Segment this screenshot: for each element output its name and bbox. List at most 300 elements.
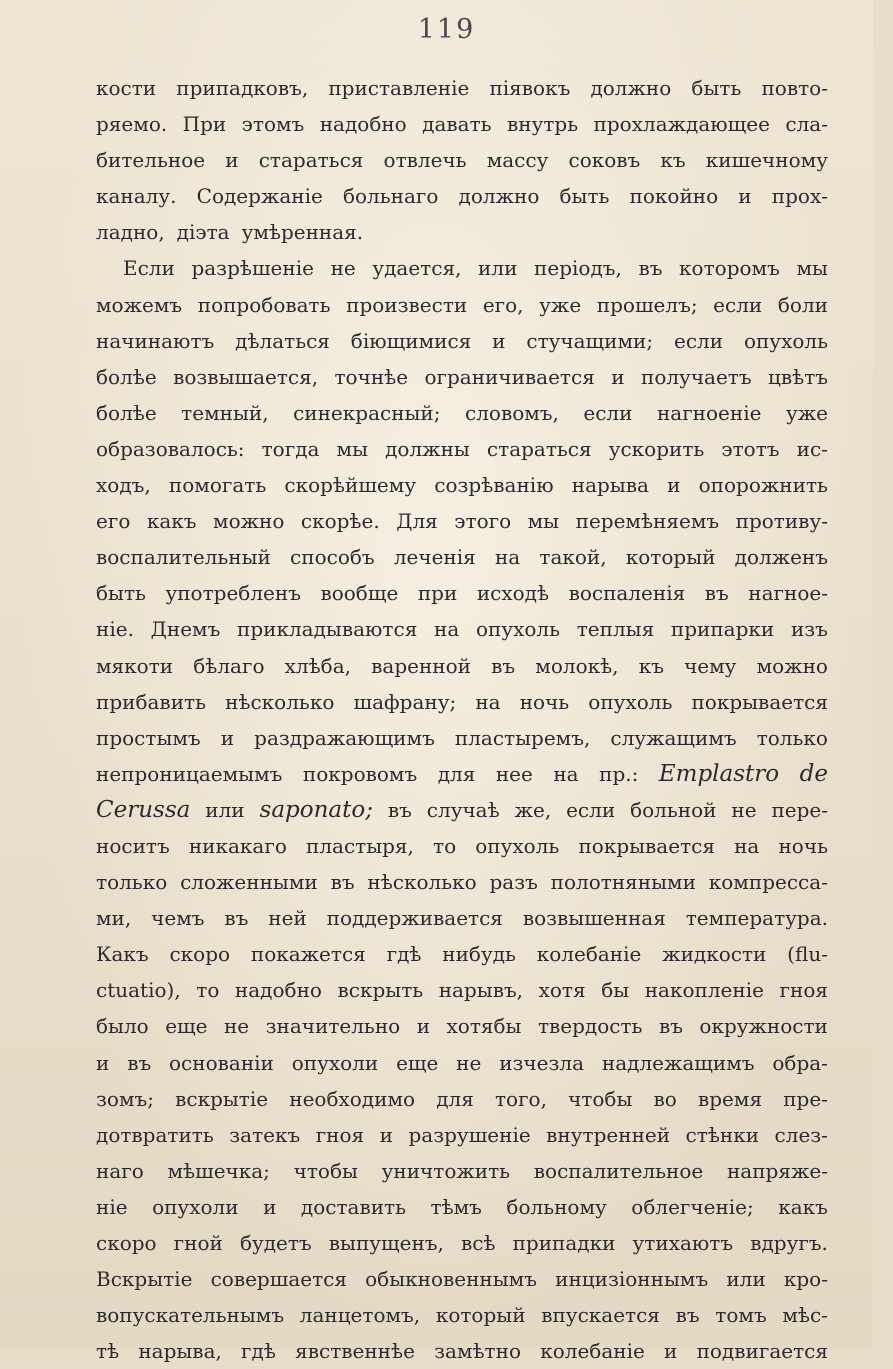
word: полотняными bbox=[550, 870, 696, 895]
word: стучащими; bbox=[526, 328, 654, 353]
word: же, bbox=[514, 797, 552, 822]
word: стѣнки bbox=[685, 1122, 760, 1147]
word: опорожнить bbox=[698, 473, 828, 498]
word: жидкости bbox=[662, 942, 767, 967]
word: мы bbox=[796, 256, 828, 281]
word: ctuatio), bbox=[96, 978, 181, 1003]
word: прошелъ; bbox=[596, 292, 698, 317]
word: больнаго bbox=[342, 184, 439, 209]
word: бѣлаго bbox=[193, 653, 265, 678]
word: произвести bbox=[346, 292, 468, 317]
word: никакаго bbox=[188, 833, 287, 858]
word: слез- bbox=[774, 1122, 828, 1147]
word: носитъ bbox=[96, 833, 170, 858]
word: служащимъ bbox=[610, 725, 737, 750]
word: облегченіе; bbox=[631, 1194, 754, 1219]
word: раздражающимъ bbox=[254, 725, 435, 750]
word: гдѣ bbox=[386, 942, 422, 967]
word: діэта bbox=[176, 220, 230, 245]
word: впускается bbox=[541, 1303, 660, 1328]
text-line bbox=[96, 684, 828, 720]
word: хлѣба, bbox=[284, 653, 352, 678]
word: Для bbox=[396, 509, 438, 534]
word: къ bbox=[660, 148, 686, 173]
word: окружности bbox=[699, 1014, 828, 1039]
word: кости bbox=[96, 76, 157, 100]
word: нѣсколько bbox=[367, 870, 477, 895]
word: и bbox=[225, 148, 239, 173]
text-line bbox=[96, 1153, 828, 1189]
text-line bbox=[96, 359, 828, 395]
word: ограничивается bbox=[424, 364, 595, 389]
word: и bbox=[96, 1050, 110, 1075]
word: въ bbox=[658, 1014, 683, 1039]
word: обыкновеннымъ bbox=[365, 1267, 537, 1292]
word: гдѣ bbox=[241, 1339, 276, 1364]
word: сла- bbox=[785, 112, 828, 137]
word: внутренней bbox=[546, 1122, 671, 1147]
word: отвлечь bbox=[383, 148, 467, 173]
word: которомъ bbox=[679, 256, 780, 281]
text-line bbox=[96, 828, 828, 864]
word: мѣс- bbox=[782, 1303, 828, 1328]
text-line bbox=[96, 503, 828, 539]
word: припадковъ, bbox=[176, 76, 309, 100]
word: прохлаждающее bbox=[593, 112, 770, 137]
word: или bbox=[205, 797, 245, 822]
word: можемъ bbox=[96, 292, 183, 317]
word: твердость bbox=[537, 1014, 643, 1039]
word: инцизіоннымъ bbox=[555, 1267, 709, 1292]
word: каналу. bbox=[96, 184, 177, 209]
word: во bbox=[653, 1086, 677, 1111]
text-line bbox=[96, 792, 828, 828]
word: пр.: bbox=[599, 761, 639, 786]
text-line bbox=[96, 178, 828, 214]
word: сложенными bbox=[180, 870, 318, 895]
word: скоро bbox=[96, 1231, 157, 1255]
word: опухоль bbox=[475, 617, 561, 642]
text-line bbox=[96, 720, 828, 756]
word: вопускательнымъ bbox=[96, 1303, 285, 1328]
text-line bbox=[96, 214, 828, 250]
word: ніе bbox=[96, 1194, 128, 1219]
word: пластыря, bbox=[305, 833, 414, 858]
word: ми, bbox=[96, 906, 132, 931]
word: простымъ bbox=[96, 725, 201, 750]
word: ходъ, bbox=[96, 473, 151, 498]
word: воспаленія bbox=[568, 581, 686, 606]
word: бительное bbox=[96, 148, 206, 173]
word: чему bbox=[684, 653, 737, 678]
text-line bbox=[96, 1297, 828, 1333]
word: нибудь bbox=[442, 942, 516, 967]
word: соковъ bbox=[568, 148, 641, 173]
word: тогда bbox=[261, 436, 320, 461]
word: или bbox=[478, 256, 518, 281]
word: случаѣ bbox=[426, 797, 500, 822]
word: нее bbox=[495, 761, 533, 786]
word: словомъ, bbox=[465, 400, 559, 425]
word: и bbox=[379, 1122, 393, 1147]
word: быть bbox=[559, 184, 610, 209]
word: saponato; bbox=[259, 796, 373, 823]
word: нѣсколько bbox=[225, 689, 335, 714]
text-line bbox=[96, 756, 828, 792]
text-line bbox=[96, 1225, 828, 1261]
text-line bbox=[96, 395, 828, 431]
text-line bbox=[96, 1189, 828, 1225]
word: опухоль bbox=[475, 833, 560, 858]
word: на bbox=[475, 689, 501, 714]
word: затекъ bbox=[229, 1122, 301, 1147]
word: нагноеніе bbox=[656, 400, 762, 425]
word: разъ bbox=[489, 870, 538, 895]
word: долженъ bbox=[734, 545, 828, 570]
text-line bbox=[96, 648, 828, 684]
word: ис- bbox=[796, 436, 828, 461]
word: доставить bbox=[300, 1194, 406, 1219]
text-line bbox=[96, 1045, 828, 1081]
word: опухоль bbox=[743, 328, 828, 353]
word: надобно bbox=[319, 112, 407, 137]
word: и bbox=[416, 1014, 431, 1039]
word: температура. bbox=[685, 906, 828, 931]
word: для bbox=[436, 1086, 474, 1111]
word: употребленъ bbox=[165, 581, 301, 606]
word: такой, bbox=[539, 545, 607, 570]
word: и bbox=[667, 473, 681, 498]
word: должно bbox=[458, 184, 540, 209]
word: наго bbox=[96, 1158, 144, 1183]
word: утихаютъ bbox=[632, 1231, 734, 1255]
word: изъ bbox=[790, 617, 828, 642]
word: скорѣе. bbox=[300, 509, 380, 534]
word: Какъ bbox=[96, 942, 149, 967]
word: бы bbox=[601, 978, 630, 1003]
word: въ bbox=[330, 870, 355, 895]
word: его, bbox=[482, 292, 524, 317]
word: піявокъ bbox=[489, 76, 571, 100]
word: этомъ bbox=[241, 112, 305, 137]
word: повто- bbox=[761, 76, 828, 100]
word: чтобы bbox=[568, 1086, 633, 1111]
word: быть bbox=[96, 581, 146, 606]
word: біющимися bbox=[350, 328, 472, 353]
word: и bbox=[611, 364, 625, 389]
word: способъ bbox=[290, 545, 375, 570]
word: скоро bbox=[169, 942, 231, 967]
word: тѣмъ bbox=[430, 1194, 482, 1219]
word: получаетъ bbox=[640, 364, 752, 389]
word: помогать bbox=[168, 473, 267, 498]
text-line bbox=[96, 142, 828, 178]
word: уже bbox=[785, 400, 828, 425]
word: если bbox=[566, 797, 616, 822]
text-line bbox=[96, 1081, 828, 1117]
word: выпущенъ, bbox=[328, 1231, 444, 1255]
word: ночь bbox=[519, 689, 570, 714]
word: опухоли bbox=[291, 1050, 379, 1075]
word: разрушеніе bbox=[408, 1122, 531, 1147]
word: только bbox=[756, 725, 828, 750]
word: варенной bbox=[371, 653, 472, 678]
word: Днемъ bbox=[150, 617, 221, 642]
word: значительно bbox=[265, 1014, 401, 1039]
word: начинаютъ bbox=[96, 328, 215, 353]
word: который bbox=[435, 1303, 526, 1328]
word: нагное- bbox=[748, 581, 828, 606]
text-line bbox=[96, 611, 828, 647]
text-line bbox=[96, 106, 828, 142]
word: тѣ bbox=[96, 1339, 120, 1364]
text-line bbox=[96, 575, 828, 611]
word: точнѣе bbox=[334, 364, 409, 389]
word: если bbox=[583, 400, 633, 425]
word: мы bbox=[527, 509, 560, 534]
word: болѣе bbox=[96, 400, 157, 425]
word: если bbox=[673, 328, 724, 353]
word: будетъ bbox=[239, 1231, 312, 1255]
word: теплыя bbox=[576, 617, 655, 642]
word: періодъ, bbox=[534, 256, 622, 281]
word: синекрасный; bbox=[293, 400, 441, 425]
word: въ bbox=[704, 581, 729, 606]
word: больному bbox=[506, 1194, 607, 1219]
word: Вскрытіе bbox=[96, 1267, 193, 1292]
word: покрывается bbox=[578, 833, 715, 858]
word: умѣренная. bbox=[241, 220, 364, 245]
word: мы bbox=[336, 436, 369, 461]
word: уже bbox=[539, 292, 582, 317]
word: Если bbox=[123, 256, 175, 281]
word: опухоли bbox=[152, 1194, 239, 1219]
word: должно bbox=[590, 76, 672, 100]
word: къ bbox=[638, 653, 664, 678]
word: дотвратить bbox=[96, 1122, 214, 1147]
word: гноя bbox=[779, 978, 828, 1003]
word: накопленіе bbox=[644, 978, 764, 1003]
word: вообще bbox=[320, 581, 399, 606]
word: разрѣшеніе bbox=[191, 256, 314, 281]
word: не bbox=[456, 1050, 482, 1075]
text-line bbox=[96, 972, 828, 1008]
word: кишечному bbox=[705, 148, 828, 173]
word: воспалительное bbox=[533, 1158, 704, 1183]
word: не bbox=[330, 256, 356, 281]
word: компресса- bbox=[708, 870, 828, 895]
word: какъ bbox=[778, 1194, 828, 1219]
word: въ bbox=[638, 256, 663, 281]
word: и bbox=[738, 184, 752, 209]
word: ускорить bbox=[608, 436, 705, 461]
word: Cerussa bbox=[96, 796, 191, 823]
word: если bbox=[713, 292, 763, 317]
word: и bbox=[220, 725, 235, 750]
word: опухоль bbox=[588, 689, 673, 714]
word: мѣшечка; bbox=[167, 1158, 270, 1183]
word: чемъ bbox=[151, 906, 205, 931]
word: можно bbox=[213, 509, 285, 534]
word: возвышенная bbox=[522, 906, 666, 931]
text-line bbox=[96, 900, 828, 936]
word: молокѣ, bbox=[535, 653, 619, 678]
word: въ bbox=[224, 906, 249, 931]
word: гной bbox=[173, 1231, 223, 1255]
word: и bbox=[664, 1339, 678, 1364]
word: должны bbox=[385, 436, 470, 461]
word: при bbox=[417, 581, 458, 606]
word: покойно bbox=[629, 184, 719, 209]
word: въ bbox=[675, 1303, 700, 1328]
word: подвигается bbox=[696, 1339, 828, 1364]
word: который bbox=[625, 545, 716, 570]
word: не bbox=[731, 797, 757, 822]
word: колебаніе bbox=[536, 942, 642, 967]
word: образовалось: bbox=[96, 436, 245, 461]
word: того, bbox=[494, 1086, 547, 1111]
word: de bbox=[799, 760, 828, 787]
word: уничтожить bbox=[381, 1158, 511, 1183]
text-line bbox=[96, 1117, 828, 1153]
word: необходимо bbox=[289, 1086, 416, 1111]
word: быть bbox=[691, 76, 742, 100]
word: ладно, bbox=[96, 220, 165, 245]
word: удается, bbox=[372, 256, 462, 281]
text-line bbox=[96, 467, 828, 503]
word: нарыва bbox=[571, 473, 649, 498]
word: надобно bbox=[234, 978, 322, 1003]
word: гноя bbox=[315, 1122, 365, 1147]
word: не bbox=[223, 1014, 250, 1039]
word: нарывъ, bbox=[438, 978, 524, 1003]
word: мякоти bbox=[96, 653, 174, 678]
word: (flu- bbox=[787, 942, 828, 967]
word: обра- bbox=[772, 1050, 828, 1075]
text-line bbox=[96, 287, 828, 323]
word: Emplastro bbox=[658, 760, 780, 787]
word: хотябы bbox=[446, 1014, 522, 1039]
word: возвышается, bbox=[173, 364, 319, 389]
word: ланцетомъ, bbox=[299, 1303, 421, 1328]
word: въ bbox=[491, 653, 516, 678]
text-line bbox=[96, 1008, 828, 1044]
word: покровомъ bbox=[302, 761, 418, 786]
text-line bbox=[96, 1261, 828, 1297]
word: явственнѣе bbox=[295, 1339, 415, 1364]
text-line bbox=[96, 250, 828, 286]
word: больной bbox=[630, 797, 717, 822]
word: пластыремъ, bbox=[454, 725, 591, 750]
word: скорѣйшему bbox=[284, 473, 417, 498]
word: этого bbox=[454, 509, 512, 534]
word: для bbox=[437, 761, 476, 786]
word: прох- bbox=[771, 184, 828, 209]
word: надлежащимъ bbox=[601, 1050, 755, 1075]
word: перемѣняемъ bbox=[575, 509, 720, 534]
word: только bbox=[96, 870, 168, 895]
word: стараться bbox=[258, 148, 364, 173]
word: основаніи bbox=[169, 1050, 274, 1075]
word: боли bbox=[777, 292, 828, 317]
word: то bbox=[433, 833, 457, 858]
word: еще bbox=[165, 1014, 208, 1039]
word: припадки bbox=[512, 1231, 616, 1255]
word: поддерживается bbox=[326, 906, 503, 931]
word: на bbox=[494, 545, 521, 570]
word: покрывается bbox=[691, 689, 828, 714]
word: изчезла bbox=[499, 1050, 585, 1075]
body-text bbox=[96, 70, 828, 1369]
word: его bbox=[96, 509, 131, 534]
word: ніе. bbox=[96, 617, 134, 642]
word: и bbox=[263, 1194, 277, 1219]
word: зомъ; bbox=[96, 1086, 154, 1111]
text-line bbox=[96, 539, 828, 575]
word: еще bbox=[396, 1050, 439, 1075]
word: давать bbox=[422, 112, 492, 137]
word: внутрь bbox=[506, 112, 579, 137]
text-line bbox=[96, 1333, 828, 1369]
word: чтобы bbox=[293, 1158, 358, 1183]
word: вскрытіе bbox=[175, 1086, 269, 1111]
word: вдругъ. bbox=[750, 1231, 828, 1255]
word: было bbox=[96, 1014, 149, 1039]
word: этотъ bbox=[721, 436, 780, 461]
word: непроницаемымъ bbox=[96, 761, 283, 786]
word: шафрану; bbox=[353, 689, 457, 714]
word: пре- bbox=[783, 1086, 828, 1111]
word: хотя bbox=[538, 978, 586, 1003]
word: исходѣ bbox=[476, 581, 550, 606]
word: ней bbox=[268, 906, 307, 931]
word: ночь bbox=[778, 833, 828, 858]
word: прикладываются bbox=[237, 617, 418, 642]
word: противу- bbox=[735, 509, 828, 534]
word: томъ bbox=[715, 1303, 767, 1328]
text-line bbox=[96, 431, 828, 467]
text-line bbox=[96, 936, 828, 972]
word: или bbox=[726, 1267, 766, 1292]
word: припарки bbox=[670, 617, 775, 642]
text-line bbox=[96, 70, 828, 106]
word: созрѣванію bbox=[434, 473, 554, 498]
word: нарыва, bbox=[138, 1339, 222, 1364]
word: массу bbox=[486, 148, 549, 173]
word: можно bbox=[756, 653, 828, 678]
word: леченія bbox=[393, 545, 476, 570]
word: на bbox=[553, 761, 579, 786]
word: замѣтно bbox=[434, 1339, 521, 1364]
word: ряемо. bbox=[96, 112, 168, 137]
word: покажется bbox=[250, 942, 366, 967]
word: и bbox=[492, 328, 506, 353]
text-line bbox=[96, 864, 828, 900]
word: колебаніе bbox=[540, 1339, 645, 1364]
word: совершается bbox=[210, 1267, 347, 1292]
word: При bbox=[182, 112, 227, 137]
word: въ bbox=[387, 797, 412, 822]
word: прибавить bbox=[96, 689, 206, 714]
word: пере- bbox=[771, 797, 828, 822]
word: Содержаніе bbox=[196, 184, 323, 209]
page-number: 119 bbox=[417, 14, 476, 45]
word: въ bbox=[127, 1050, 152, 1075]
word: то bbox=[196, 978, 220, 1003]
word: темный, bbox=[181, 400, 269, 425]
word: на bbox=[434, 617, 460, 642]
word: цвѣтъ bbox=[768, 364, 828, 389]
